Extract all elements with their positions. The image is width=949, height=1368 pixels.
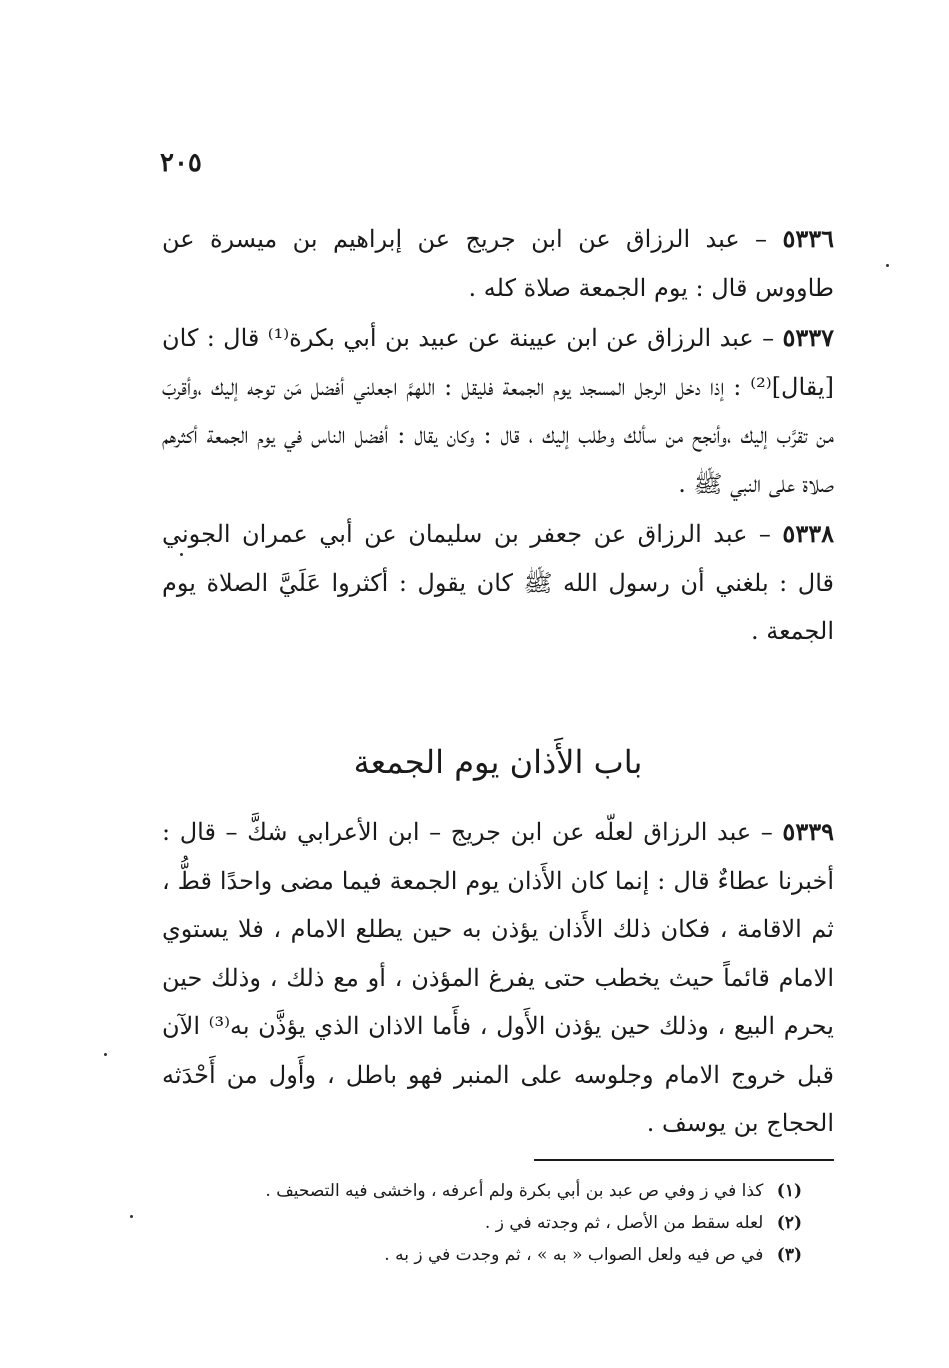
page-number: ٢٠٥ (160, 148, 202, 178)
hadith-text: – عبد الرزاق لعلّه عن ابن جريج – ابن الأعرابي شكَّ – قال : أخبرنا عطاءٌ قال : إنما كان الأَذان يوم الجمعة فيما مضى واحدًا قطُّ ، ثم الاقامة ، فكان ذلك الأَذان يؤذن به حين يطلع الامام ، فلا يستوي الامام قائماً حيث يخطب حتى يفرغ المؤذن ، أو مع ذلك ، وذلك حين يحرم البيع ، وذلك حين يؤذن الأَول ، فأَما الاذان الذي يؤذَّن به⁽³⁾ الآن قبل خروج الامام وجلوسه على المنبر فهو باطل ، وأَول من أَحْدَثه الحجاج بن يوسف . (162, 818, 834, 1137)
hadith-number: ٥٣٣٨ (782, 519, 834, 548)
footnotes (162, 1175, 802, 1271)
scan-speck (886, 264, 889, 267)
section-heading: باب الأَذان يوم الجمعة (353, 743, 643, 781)
hadith-text: – عبد الرزاق عن جعفر بن سليمان عن أبي عمران الجوني قال : بلغني أن رسول الله ﷺ كان يقول : أكثروا عَلَيَّ الصلاة يوم الجمعة . (162, 520, 834, 645)
hadith-number: ٥٣٣٩ (782, 817, 834, 846)
hadith-5338 (162, 510, 834, 656)
footnote-number: (٢) (776, 1213, 802, 1233)
footnote-3 (162, 1239, 802, 1271)
hadith-text: – عبد الرزاق عن ابن جريج عن إبراهيم بن ميسرة عن طاووس قال : يوم الجمعة صلاة كله . (162, 225, 834, 302)
hadith-5336 (162, 215, 834, 312)
scan-speck (130, 1215, 133, 1218)
hadith-5337 (162, 314, 834, 508)
footnote-text: كذا في ز وفي ص عبد بن أبي بكرة ولم أعرفه ، واخشى فيه التصحيف . (265, 1181, 764, 1201)
hadith-number: ٥٣٣٧ (782, 323, 835, 352)
hadith-list-top (162, 215, 834, 656)
hadith-number: ٥٣٣٦ (782, 224, 834, 253)
footnote-number: (٣) (776, 1245, 802, 1265)
footnote-2 (162, 1207, 802, 1239)
footnote-divider (534, 1159, 834, 1161)
footnote-1 (162, 1175, 802, 1207)
footnote-text: لعله سقط من الأصل ، ثم وجدته في ز . (484, 1213, 764, 1233)
hadith-list-bottom (162, 808, 834, 1148)
footnote-text: في ص فيه ولعل الصواب « به » ، ثم وجدت في ز به . (384, 1245, 764, 1265)
scan-speck (104, 1053, 107, 1056)
scan-speck (180, 553, 183, 556)
hadith-5339 (162, 808, 834, 1148)
footnote-number: (١) (776, 1181, 802, 1201)
hadith-text: – عبد الرزاق عن ابن عيينة عن عبيد بن أبي بكرة⁽¹⁾ قال : كان [يقال]⁽²⁾ : إذا دخل الرجل المسجد يوم الجمعة فليقل : اللهمَّ اجعلني أفضل مَن توجه إليك ،وأقربَ من تقرَّب إليك ،وأنجح من سألك وطلب إليك ، قال : وكان يقال : أفضل الناس في يوم الجمعة أكثرهم صلاة على النبي ﷺ . (162, 324, 834, 498)
